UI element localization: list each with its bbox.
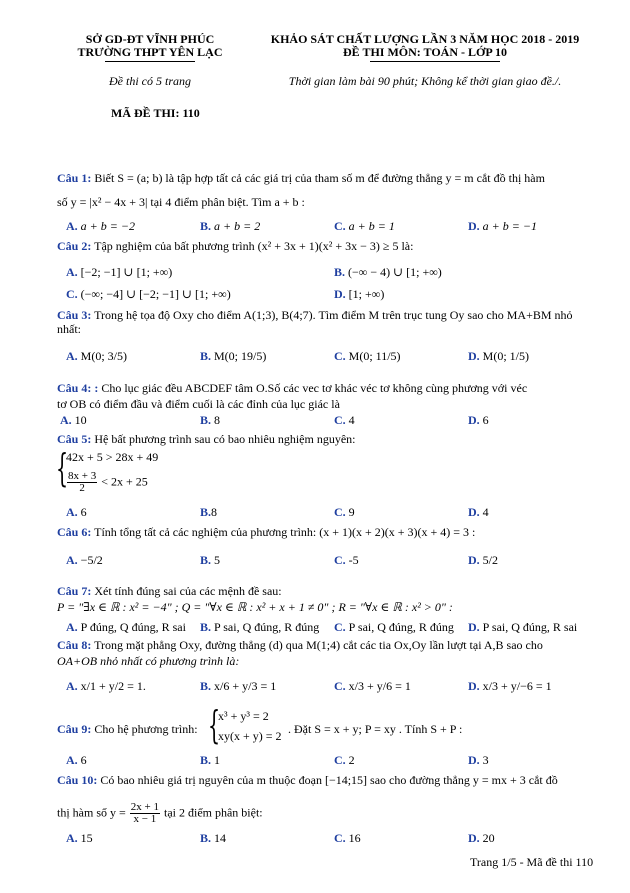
header-rule-right (370, 61, 500, 62)
q8-option-a: A. x/1 + y/2 = 1. (66, 679, 146, 693)
q4-option-c: C. 4 (334, 413, 355, 427)
question-5: Câu 5: Hệ bất phương trình sau có bao nhiêu nghiệm nguyên: (57, 432, 356, 446)
q8-option-c: C. x/3 + y/6 = 1 (334, 679, 411, 693)
q3-option-b: B. M(0; 19/5) (200, 349, 267, 363)
q1-option-a: A. a + b = −2 (66, 219, 135, 233)
q9-option-b: B. 1 (200, 753, 221, 767)
question-4: Câu 4: : Cho lục giác đều ABCDEF tâm O.Số các vec tơ khác véc tơ không cùng phương với véc (57, 381, 528, 395)
question-4-line2: tơ OB có điểm đầu và điểm cuối là các đỉnh của lục giác là (57, 397, 340, 411)
q9-option-a: A. 6 (66, 753, 87, 767)
q1-text: Biết S = (a; b) là tập hợp tất cả các giá trị của tham số m để đường thẳng y = m cắt đồ thị hàm (91, 171, 545, 185)
q5-option-b: B.8 (200, 505, 218, 519)
q5-option-c: C. 9 (334, 505, 355, 519)
q3-option-a: A. M(0; 3/5) (66, 349, 128, 363)
q2-option-c: C. (−∞; −4] ∪ [−2; −1] ∪ [1; +∞) (66, 287, 231, 301)
q9-option-c: C. 2 (334, 753, 355, 767)
time-note: Thời gian làm bài 90 phút; Không kể thời gian giao đề./. (288, 74, 562, 88)
question-7-line2: P = "∃x ∈ ℝ : x² = −4" ; Q = "∀x ∈ ℝ : x² + x + 1 ≠ 0" ; R = "∀x ∈ ℝ : x² > 0" : (57, 600, 453, 614)
q9-system-line1: x³ + y³ = 2 (218, 709, 269, 723)
q7-option-a: A. P đúng, Q đúng, R sai (66, 620, 186, 634)
exam-title: KHẢO SÁT CHẤT LƯỢNG LẦN 3 NĂM HỌC 2018 - 2019 (270, 32, 580, 46)
question-10: Câu 10: Có bao nhiêu giá trị nguyên của m thuộc đoạn [−14;15] sao cho đường thẳng y = mx + 3 cắt đồ (57, 773, 558, 787)
question-8: Câu 8: Trong mặt phẳng Oxy, đường thẳng (d) qua M(1;4) cắt các tia Ox,Oy lần lượt tại A,B sao cho (57, 638, 543, 652)
q1-label: Câu 1: (57, 171, 92, 185)
question-7: Câu 7: Xét tính đúng sai của các mệnh đề sau: (57, 584, 282, 598)
q10-option-a: A. 15 (66, 831, 93, 845)
question-2: Câu 2: Tập nghiệm của bất phương trình (x² + 3x + 1)(x² + 3x − 3) ≥ 5 là: (57, 239, 414, 253)
q9-text2: . Đặt S = x + y; P = xy . Tính S + P : (288, 722, 463, 736)
q2-option-b: B. (−∞ − 4) ∪ [1; +∞) (334, 265, 442, 279)
header-rule-left (105, 61, 195, 62)
pages-note: Đề thi có 5 trang (109, 74, 191, 88)
q10-option-d: D. 20 (468, 831, 495, 845)
q10-option-c: C. 16 (334, 831, 361, 845)
system-brace-q9: { (208, 703, 221, 747)
school-name: TRƯỜNG THPT YÊN LẠC (77, 45, 223, 59)
question-3: Câu 3: Trong hệ tọa độ Oxy cho điểm A(1;3), B(4;7). Tìm điểm M trên trục tung Oy sao cho MA+BM nhỏ (57, 308, 573, 322)
q10-option-b: B. 14 (200, 831, 227, 845)
q5-option-d: D. 4 (468, 505, 489, 519)
question-6: Câu 6: Tính tổng tất cả các nghiệm của phương trình: (x + 1)(x + 2)(x + 3)(x + 4) = 3 : (57, 525, 476, 539)
q6-option-b: B. 5 (200, 553, 221, 567)
q7-option-d: D. P sai, Q đúng, R sai (468, 620, 578, 634)
q9-system-line2: xy(x + y) = 2 (218, 729, 282, 743)
exam-subject: ĐỀ THI MÔN: TOÁN - LỚP 10 (342, 45, 508, 59)
q9-option-d: D. 3 (468, 753, 489, 767)
q8-option-b: B. x/6 + y/3 = 1 (200, 679, 277, 693)
q4-option-b: B. 8 (200, 413, 221, 427)
q2-option-a: A. [−2; −1] ∪ [1; +∞) (66, 265, 173, 279)
question-8-line2: OA+OB nhỏ nhất có phương trình là: (57, 654, 240, 668)
question-1-line2 (57, 194, 602, 210)
q6-option-a: A. −5/2 (66, 553, 103, 567)
question-3-line2: nhất: (57, 322, 81, 336)
q1-option-b: B. a + b = 2 (200, 219, 261, 233)
question-9: Câu 9: Cho hệ phương trình: (57, 722, 198, 736)
q2-option-d: D. [1; +∞) (334, 287, 385, 301)
q6-option-c: C. -5 (334, 553, 359, 567)
q8-option-d: D. x/3 + y/−6 = 1 (468, 679, 552, 693)
dept-name: SỞ GD-ĐT VĨNH PHÚC (85, 32, 215, 46)
q7-option-c: C. P sai, Q đúng, R đúng (334, 620, 454, 634)
q3-option-d: D. M(0; 1/5) (468, 349, 530, 363)
q5-system-line2: $\frac{8x + 3}{2}$ < 2x + 25 (68, 470, 148, 494)
question-1 (57, 170, 602, 186)
q7-option-b: B. P sai, Q đúng, R đúng (200, 620, 320, 634)
page-footer: Trang 1/5 - Mã đề thi 110 (470, 855, 594, 869)
exam-code: MÃ ĐỀ THI: 110 (111, 106, 200, 120)
q1-option-c: C. a + b = 1 (334, 219, 395, 233)
q4-option-d: D. 6 (468, 413, 489, 427)
q1-text2: số y = |x² − 4x + 3| tại 4 điểm phân biệt. Tìm a + b : (57, 195, 305, 209)
q5-option-a: A. 6 (66, 505, 87, 519)
q1-option-d: D. a + b = −1 (468, 219, 537, 233)
q5-system-line1: 42x + 5 > 28x + 49 (66, 450, 159, 464)
question-10-line2: thị hàm số y = $\frac{2x + 1}{x - 1}$ tại 2 điểm phân biệt: (57, 801, 263, 825)
q6-option-d: D. 5/2 (468, 553, 499, 567)
q4-option-a: A. 10 (60, 413, 87, 427)
system-brace: { (56, 446, 69, 490)
q3-option-c: C. M(0; 11/5) (334, 349, 401, 363)
